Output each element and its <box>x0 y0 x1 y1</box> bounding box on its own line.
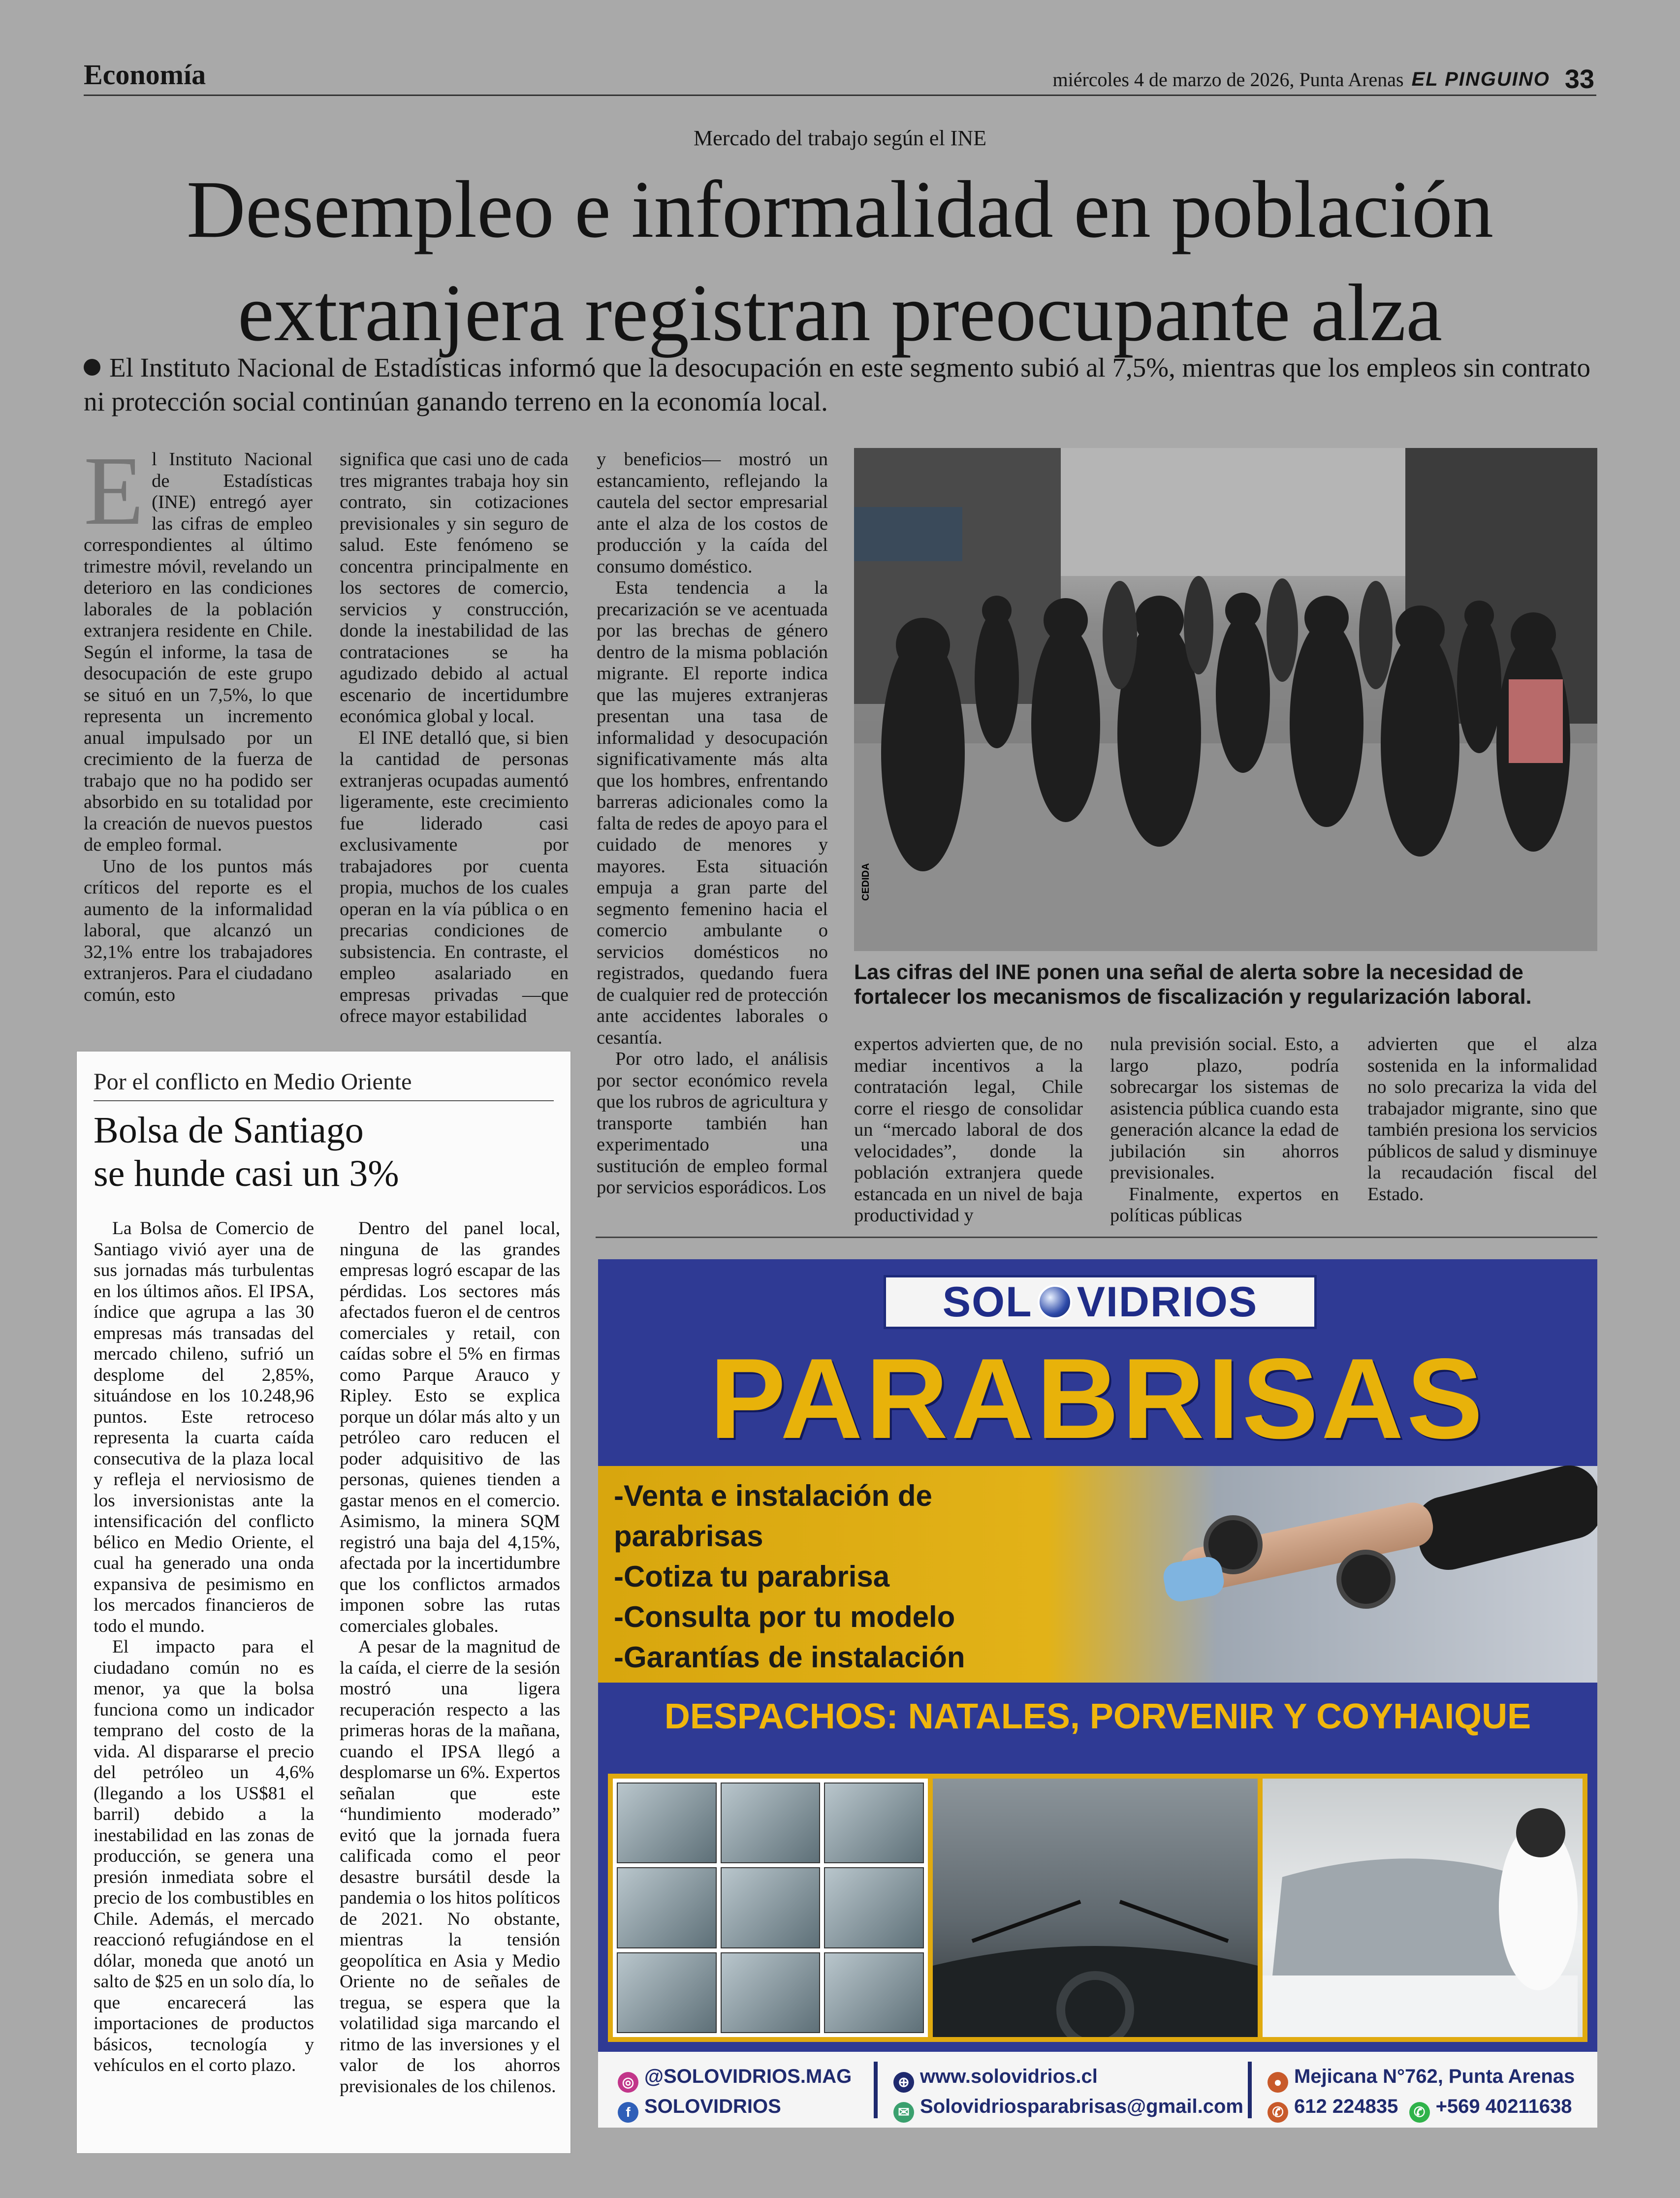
divider <box>1248 2062 1252 2118</box>
sidebar-title-line-2: se hunde casi un 3% <box>94 1153 399 1194</box>
paragraph: Finalmente, expertos en políticas públicas <box>1110 1183 1339 1226</box>
article-lead <box>84 350 1597 418</box>
sidebar-title-line-1: Bolsa de Santiago <box>94 1110 364 1151</box>
paragraph: l Instituto Nacional de Estadísticas (INE) entregó ayer las cifras de empleo correspondientes al último trimestre móvil, revelando un deterioro en las condiciones laborales de la población extranjera residente en Chile. Según el informe, la tasa de desocupación de este grupo se situó en un 7,5%, lo que representa un incremento anual impulsado por un crecimiento de la fuerza de trabajo que no ha podido ser absorbido en su totalidad por la creación de nuevos puestos de empleo formal. <box>84 449 313 855</box>
glass-tile <box>617 1952 717 2033</box>
ad-photo-strip <box>608 1774 1587 2042</box>
ad-bullet: -Garantías de instalación <box>614 1641 965 1674</box>
headline-line-2: extranjera registran preocupante alza <box>237 267 1443 358</box>
paragraph: expertos advierten que, de no mediar incentivos a la contratación legal, Chile corre el riesgo de consolidar un “mercado laboral de dos velocidades”, donde la población extranjera quede estancada en un nivel de baja productividad y <box>854 1034 1083 1226</box>
instagram-icon: ◎ <box>618 2072 638 2093</box>
paragraph: y beneficios— mostró un estancamiento, reflejando la cautela del sector empresarial ante el alza de los costos de producción y la caída del consumo doméstico. <box>597 449 828 577</box>
ad-despachos: DESPACHOS: NATALES, PORVENIR Y COYHAIQUE <box>664 1697 1531 1736</box>
headline-line-1: Desempleo e informalidad en población <box>186 164 1494 255</box>
header-rule <box>84 95 1596 96</box>
instagram-row[interactable] <box>618 2063 852 2093</box>
ad-social <box>618 2063 852 2123</box>
paragraph: Dentro del panel local, ninguna de las grandes empresas logró escapar de las pérdidas. Los sectores más afectados fueron el de centros comerciales y retail, con caídas sobre el 5% en firmas como Parque Arauco y Ripley. Esto se explica porque un dólar más alto y un petróleo caro reducen el poder adquisitivo de las personas, quienes tienden a gastar menos en el comercio. Asimismo, la minera SQM registró una baja del 4,15%, afectada por la incertidumbre que los conflictos armados imponen sobre las rutas comerciales globales. <box>340 1218 560 1636</box>
facebook-handle: SOLOVIDRIOS <box>644 2096 781 2117</box>
drop-cap: E <box>84 437 144 545</box>
article-column-4 <box>854 1034 1083 1227</box>
photo-credit: CEDIDA <box>860 863 871 901</box>
ad-headline: PARABRISAS <box>709 1335 1486 1463</box>
email-icon: ✉ <box>893 2102 914 2123</box>
article-column-1 <box>84 437 313 1006</box>
address-row <box>1268 2063 1575 2093</box>
email: Solovidriosparabrisas@gmail.com <box>920 2096 1243 2117</box>
paragraph: Esta tendencia a la precarización se ve acentuada por las brechas de género dentro de la misma población migrante. El reporte indica que las mujeres extranjeras presentan una tasa de informalidad y desocupación significativamente más alta que los hombres, enfrentando barreras adicionales como la falta de redes de apoyo para el cuidado de menores y mayores. Esta situación empuja a gran parte del segmento femenino hacia el comercio ambulante o servicios domésticos no registrados, quedando fuera de cualquier red de protección ante accidentes laborales o cesantía. <box>597 577 828 1048</box>
ad-footer <box>598 2052 1597 2128</box>
date-place: miércoles 4 de marzo de 2026, Punta Arenas <box>1052 68 1404 91</box>
paragraph: Por otro lado, el análisis por sector económico revela que los rubros de agricultura y transporte también han experimentado una sustitución de empleo formal por servicios esporádicos. Los <box>597 1049 828 1198</box>
divider <box>874 2062 878 2118</box>
glass-tile <box>824 1867 924 1948</box>
page-header-info <box>1053 64 1595 95</box>
installer-image <box>1263 1779 1578 2037</box>
glass-tile <box>617 1867 717 1948</box>
ad-bullet: -Consulta por tu modelo <box>614 1600 955 1633</box>
solovidrios-advertisement[interactable] <box>598 1259 1597 2128</box>
rainy-windshield-photo <box>933 1779 1258 2037</box>
glass-tile <box>824 1952 924 2033</box>
section-title: Economía <box>84 59 206 91</box>
ad-logo <box>884 1275 1317 1329</box>
facebook-icon: f <box>618 2102 638 2123</box>
ad-bullet-list <box>614 1476 965 1678</box>
globe-icon: ⊕ <box>893 2072 914 2093</box>
ad-separator <box>596 1237 1597 1238</box>
sidebar-column-2 <box>340 1218 560 2097</box>
instagram-handle: @SOLOVIDRIOS.MAG <box>644 2066 852 2087</box>
newspaper-brand: EL PINGUINO <box>1411 68 1550 90</box>
article-kicker: Mercado del trabajo según el INE <box>694 126 986 150</box>
phone-row[interactable] <box>1268 2093 1575 2123</box>
sidebar-title <box>94 1109 554 1195</box>
phone-icon: ✆ <box>1268 2102 1288 2123</box>
paragraph: La Bolsa de Comercio de Santiago vivió ayer una de sus jornadas más turbulentas en los últimos años. El IPSA, índice que agrupa a las 30 empresas más transadas del mercado chileno, sufrió un desplome del 2,85%, situándose en los 10.248,96 puntos. Este retroceso representa la cuarta caída consecutiva de la plaza local y refleja el nerviosismo de los inversionistas ante la intensificación del conflicto bélico en Medio Oriente, el cual ha generado una onda expansiva de pesimismo en los mercados financieros de todo el mundo. <box>94 1218 314 1636</box>
glass-tile <box>721 1952 821 2033</box>
whatsapp: +569 40211638 <box>1435 2096 1572 2117</box>
logo-text-left: SOL <box>942 1278 1033 1326</box>
photo-caption: Las cifras del INE ponen una señal de alerta sobre la necesidad de fortalecer los mecanismos de fiscalización y regularización laboral. <box>854 960 1532 1009</box>
address: Mejicana N°762, Punta Arenas <box>1294 2066 1575 2087</box>
article-column-2 <box>340 449 569 1027</box>
article-column-5 <box>1110 1034 1339 1227</box>
phone: 612 224835 <box>1294 2096 1398 2117</box>
website: www.solovidrios.cl <box>920 2066 1098 2087</box>
article-column-3 <box>597 449 828 1199</box>
rainy-windshield-image <box>933 1779 1258 2037</box>
logo-text-right: VIDRIOS <box>1077 1278 1258 1326</box>
article-column-6 <box>1367 1034 1597 1205</box>
paragraph: Uno de los puntos más críticos del reporte es el aumento de la informalidad laboral, que alcanzó un 32,1% entre los trabajadores extranjeros. Para el ciudadano común, esto <box>84 856 313 1005</box>
article-headline <box>49 158 1631 364</box>
whatsapp-icon: ✆ <box>1409 2102 1430 2123</box>
paragraph: nula previsión social. Esto, a largo plazo, podría sobrecargar los sistemas de asistencia pública cuando esta generación alcance la edad de jubilación sin ahorros previsionales. <box>1110 1034 1339 1183</box>
glass-tile <box>617 1783 717 1863</box>
glass-tile <box>824 1783 924 1863</box>
globe-icon <box>1038 1285 1072 1319</box>
lead-text: El Instituto Nacional de Estadísticas informó que la desocupación en este segmento subió al 7,5%, mientras que los empleos sin contrato ni protección social continúan ganando terreno en la economía local. <box>84 352 1590 416</box>
installer-photo <box>1263 1779 1583 2037</box>
paragraph: A pesar de la magnitud de la caída, el cierre de la sesión mostró una ligera recuperación respecto a las primeras horas de la mañana, cuando el IPSA llegó a desplomarse un 6%. Expertos señalan que este “hundimiento moderado” evitó que la jornada fuera calificada como el peor desastre bursátil desde la pandemia o los hitos políticos de 2021. No obstante, mientras la tensión geopolítica en Asia y Medio Oriente no de señales de tregua, se espera que la volatilidad siga marcando el ritmo de las inversiones y el valor de los ahorros previsionales de los chilenos. <box>340 1637 560 2097</box>
paragraph: significa que casi uno de cada tres migrantes trabaja hoy sin contrato, sin cotizaciones previsionales y sin seguro de salud. Este fenómeno se concentra principalmente en los sectores de comercio, servicios y construcción, donde la inestabilidad de las contrataciones se ha agudizado debido al actual escenario de incertidumbre económica global y local. <box>340 449 569 727</box>
ad-bullet: parabrisas <box>614 1520 763 1553</box>
sidebar-kicker: Por el conflicto en Medio Oriente <box>94 1069 412 1095</box>
paragraph: El INE detalló que, si bien la cantidad de personas extranjeras ocupadas aumentó ligeramente, este crecimiento fue liderado casi exclusivamente por trabajadores por cuenta propia, muchos de los cuales operan en la vía pública o en precarias condiciones de subsistencia. En contraste, el empleo asalariado en empresas privadas —que ofrece mayor estabilidad <box>340 727 569 1026</box>
suction-cup-icon <box>1336 1550 1395 1609</box>
website-row[interactable] <box>893 2063 1243 2093</box>
crowd-photo <box>854 448 1597 951</box>
windshield-grid-photo <box>613 1779 928 2037</box>
glass-tile <box>721 1783 821 1863</box>
crowd-photo-image <box>854 448 1597 951</box>
ad-bullet: -Venta e instalación de <box>614 1479 932 1512</box>
paragraph: El impacto para el ciudadano común no es menor, ya que la bolsa funciona como un indicador temprano del costo de la vida. Al dispararse el precio del petróleo un 4,6% (llegando a los US$81 el barril) debido a la inestabilidad en las zonas de producción, se genera una presión inmediata sobre el precio de los combustibles en Chile. Además, el mercado reaccionó refugiándose en el dólar, moneda que anotó un salto de $25 en un solo día, lo que encarecerá las importaciones de productos básicos, tecnología y vehículos en el corto plazo. <box>94 1637 314 2075</box>
ad-contact <box>1268 2063 1575 2123</box>
sidebar-rule <box>94 1100 554 1101</box>
paragraph: advierten que el alza sostenida en la informalidad no solo precariza la vida del trabajador migrante, sino que también presiona los servicios públicos de salud y disminuye la recaudación fiscal del Estado. <box>1367 1034 1597 1205</box>
facebook-row[interactable] <box>618 2093 852 2123</box>
ad-web <box>893 2063 1243 2123</box>
location-pin-icon: ● <box>1268 2072 1288 2093</box>
sidebar-column-1 <box>94 1218 314 2076</box>
email-row[interactable] <box>893 2093 1243 2123</box>
bullet-dot-icon <box>84 359 100 376</box>
glass-tile <box>721 1867 821 1948</box>
ad-bullet: -Cotiza tu parabrisa <box>614 1560 890 1593</box>
page-number: 33 <box>1564 64 1594 94</box>
